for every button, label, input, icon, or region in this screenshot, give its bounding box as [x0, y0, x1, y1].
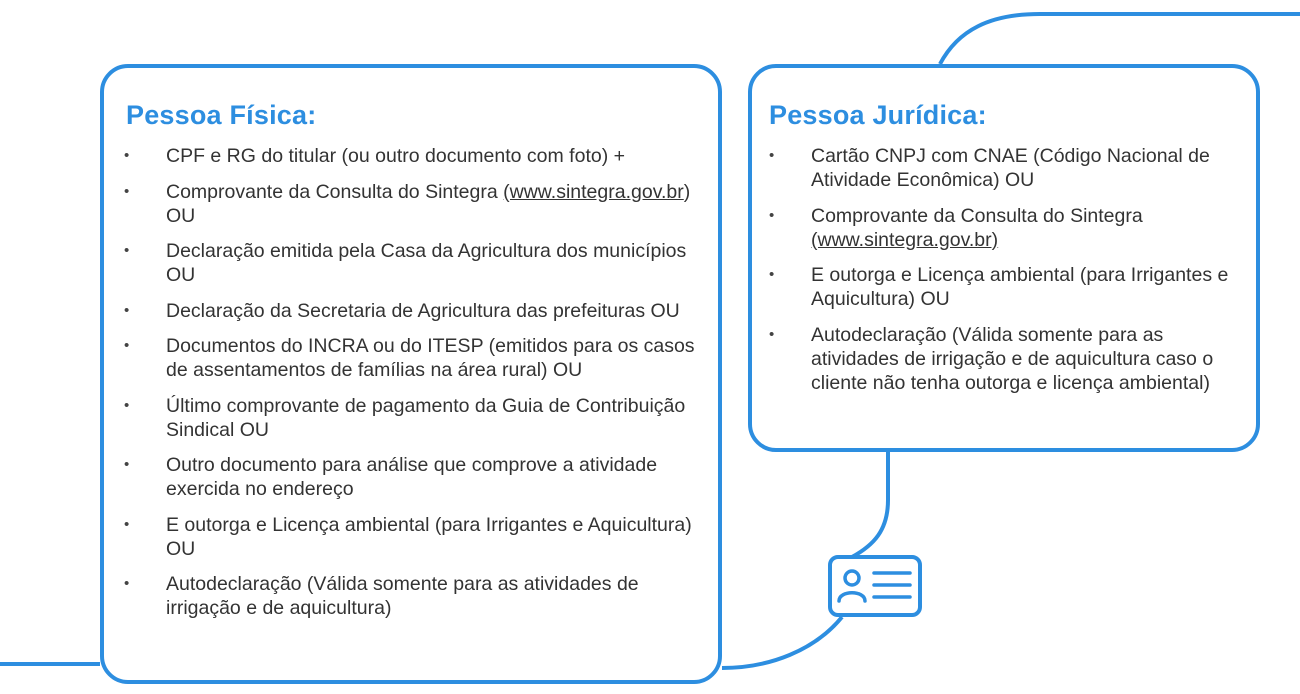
pessoa-juridica-card — [748, 64, 1260, 452]
list-item: • Declaração emitida pela Casa da Agricultura dos municípios OU — [124, 239, 704, 287]
pessoa-juridica-list — [769, 144, 1239, 406]
list-item: • E outorga e Licença ambiental (para Irrigantes e Aquicultura) OU — [769, 263, 1239, 311]
sintegra-link[interactable]: (www.sintegra.gov.br — [503, 180, 684, 203]
list-item: • Autodeclaração (Válida somente para as atividades de irrigação e de aquicultura caso o cliente não tenha outorga e licença ambiental) — [769, 323, 1239, 395]
pessoa-fisica-list — [124, 144, 704, 632]
list-item: • Comprovante da Consulta do Sintegra (www.sintegra.gov.br) — [769, 204, 1239, 252]
sintegra-link[interactable]: (www.sintegra.gov.br) — [811, 228, 999, 251]
list-item: • Outro documento para análise que comprove a atividade exercida no endereço — [124, 453, 704, 501]
list-item: • E outorga e Licença ambiental (para Irrigantes e Aquicultura) OU — [124, 513, 704, 561]
list-item: • Comprovante da Consulta do Sintegra (www.sintegra.gov.br) OU — [124, 180, 704, 228]
list-item: • Documentos do INCRA ou do ITESP (emitidos para os casos de assentamentos de famílias na área rural) OU — [124, 334, 704, 382]
list-item: • Cartão CNPJ com CNAE (Código Nacional de Atividade Econômica) OU — [769, 144, 1239, 192]
list-item: • Declaração da Secretaria de Agricultura das prefeituras OU — [124, 299, 704, 323]
pessoa-fisica-card — [100, 64, 722, 684]
list-item: • Autodeclaração (Válida somente para as atividades de irrigação e de aquicultura) — [124, 572, 704, 620]
list-item: • Último comprovante de pagamento da Guia de Contribuição Sindical OU — [124, 394, 704, 442]
pessoa-juridica-title: Pessoa Jurídica: — [769, 100, 987, 130]
id-card-icon — [826, 553, 926, 619]
list-item: • CPF e RG do titular (ou outro documento com foto) + — [124, 144, 704, 168]
pessoa-fisica-title: Pessoa Física: — [126, 100, 317, 130]
